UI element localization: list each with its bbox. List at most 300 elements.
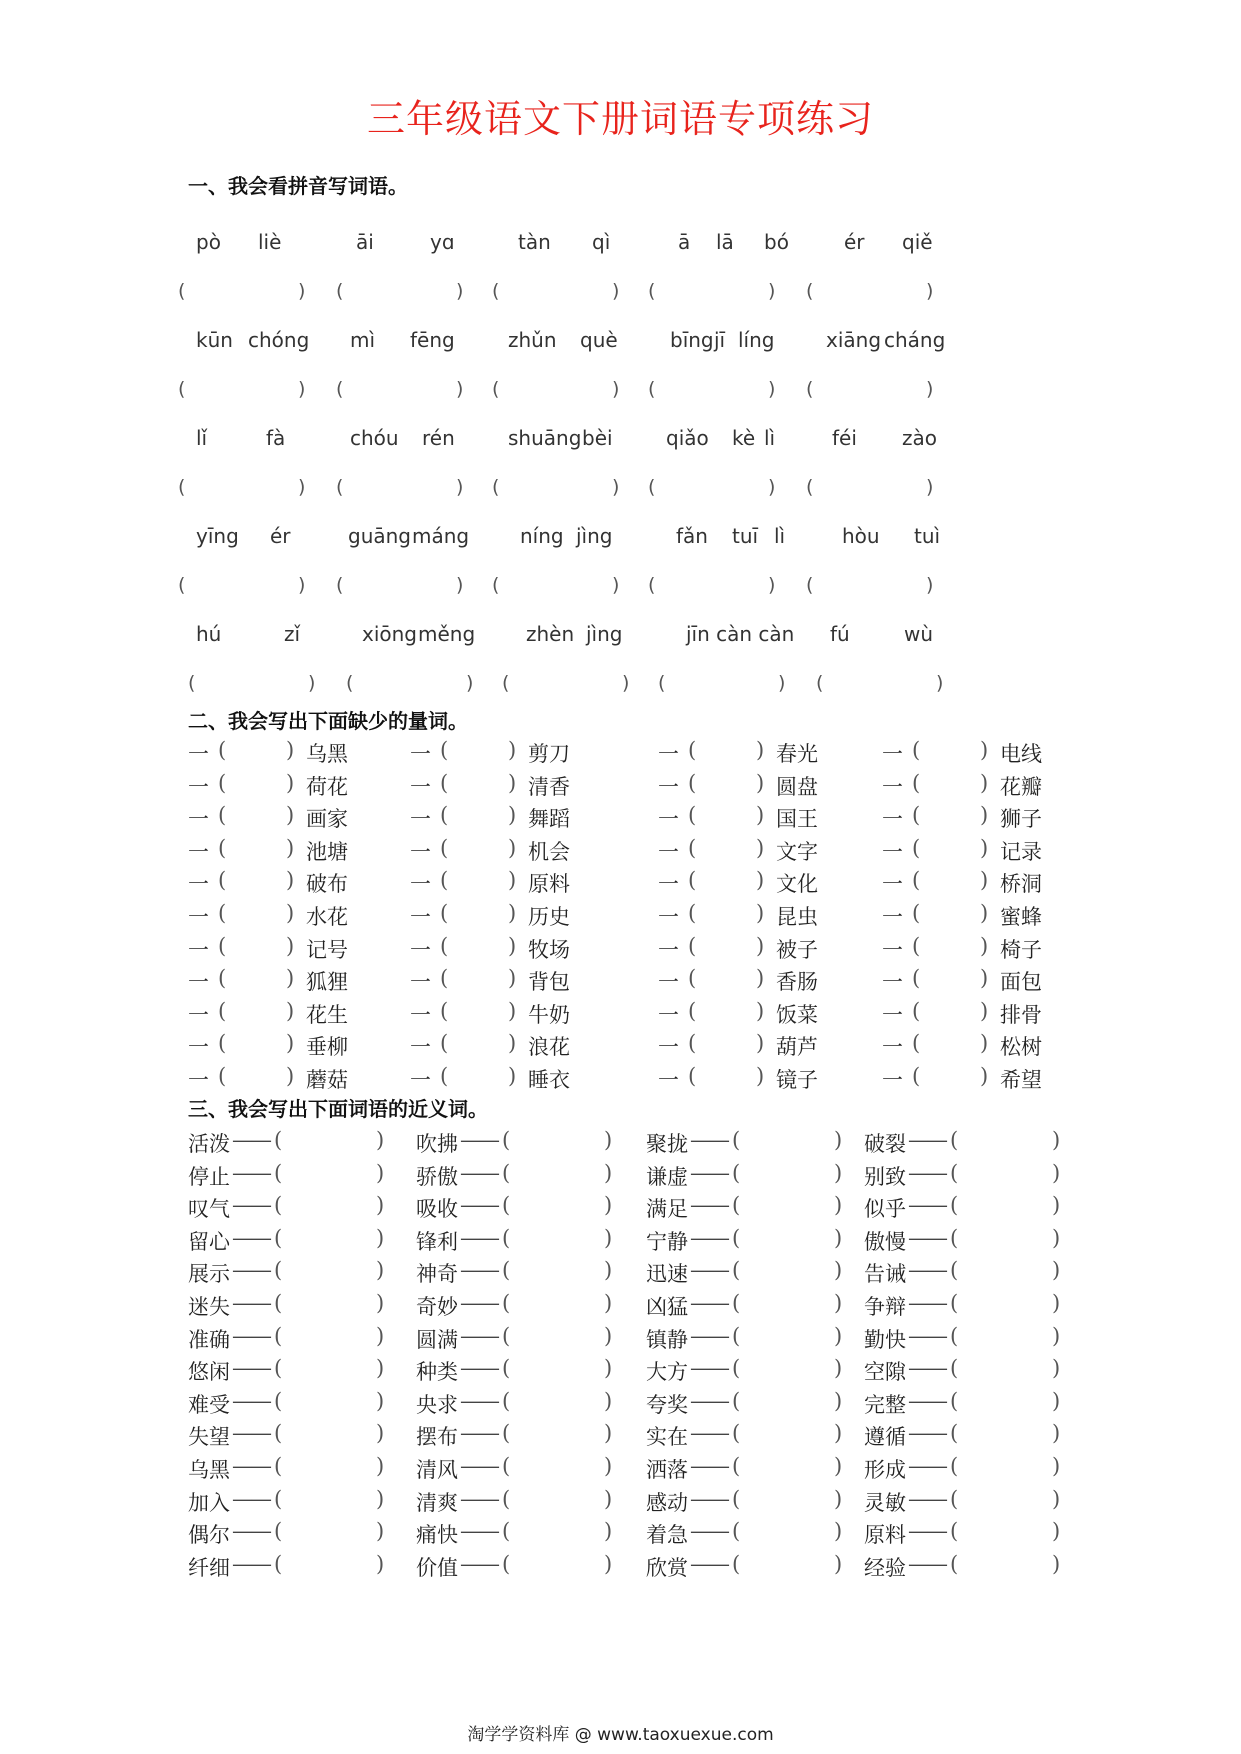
answer-paren-close: ) bbox=[756, 803, 765, 828]
answer-paren-close: ) bbox=[612, 378, 620, 400]
answer-paren-open: ( bbox=[502, 1388, 511, 1413]
answer-paren-close: ) bbox=[834, 1258, 843, 1283]
synonym-word: 央求 bbox=[416, 1392, 458, 1417]
answer-paren-open: ( bbox=[688, 868, 697, 893]
synonym-row bbox=[188, 1193, 1088, 1226]
answer-paren-open: ( bbox=[732, 1388, 741, 1413]
answer-paren-open: ( bbox=[274, 1160, 283, 1185]
answer-paren-close: ) bbox=[376, 1128, 385, 1152]
measure-prefix: 一 bbox=[188, 807, 209, 832]
synonym-row bbox=[188, 1291, 1088, 1324]
synonym-dash: —— bbox=[908, 1323, 946, 1348]
synonym-word: 凶猛 bbox=[646, 1294, 688, 1319]
measure-prefix: 一 bbox=[410, 774, 431, 799]
answer-paren-open: ( bbox=[218, 868, 227, 893]
pinyin-syllable: hòu bbox=[842, 524, 880, 548]
answer-paren-close: ) bbox=[1052, 1453, 1061, 1478]
measure-prefix: 一 bbox=[658, 742, 679, 766]
measure-row bbox=[188, 738, 1068, 771]
measure-noun: 剪刀 bbox=[528, 742, 570, 766]
answer-paren-close: ) bbox=[1052, 1356, 1061, 1381]
synonym-word: 着急 bbox=[646, 1523, 688, 1548]
synonym-dash: —— bbox=[460, 1160, 498, 1185]
pinyin-syllable: lì bbox=[764, 426, 776, 450]
synonym-dash: —— bbox=[460, 1421, 498, 1446]
synonym-row bbox=[188, 1552, 1088, 1585]
pinyin-syllable: zǐ bbox=[284, 622, 301, 646]
answer-paren-close: ) bbox=[756, 770, 765, 795]
answer-paren-close: ) bbox=[834, 1421, 843, 1446]
synonym-word: 叹气 bbox=[188, 1197, 230, 1222]
answer-paren-open: ( bbox=[440, 933, 449, 958]
answer-paren-close: ) bbox=[376, 1225, 385, 1250]
answer-paren-open: ( bbox=[732, 1323, 741, 1348]
answer-paren-open: ( bbox=[346, 672, 354, 694]
measure-row bbox=[188, 934, 1068, 967]
answer-paren-open: ( bbox=[688, 900, 697, 925]
answer-paren-open: ( bbox=[274, 1290, 283, 1315]
answer-paren-close: ) bbox=[508, 1031, 517, 1056]
answer-paren-open: ( bbox=[218, 738, 227, 762]
answer-paren-open: ( bbox=[274, 1323, 283, 1348]
answer-paren-close: ) bbox=[286, 998, 295, 1023]
footer-source: 淘学学资料库 @ www.taoxuexue.com bbox=[467, 1725, 774, 1745]
synonym-dash: —— bbox=[690, 1225, 728, 1250]
synonym-word: 神奇 bbox=[416, 1262, 458, 1287]
answer-paren-open: ( bbox=[274, 1551, 283, 1576]
measure-word-exercise bbox=[188, 738, 1068, 1097]
answer-paren-close: ) bbox=[604, 1193, 613, 1218]
measure-noun: 排骨 bbox=[1000, 1002, 1042, 1027]
pinyin-syllable: jī bbox=[714, 328, 726, 352]
answer-paren-open: ( bbox=[950, 1193, 959, 1218]
section-3-heading: 三、我会写出下面词语的近义词。 bbox=[188, 1097, 488, 1121]
answer-paren-open: ( bbox=[492, 280, 500, 302]
measure-noun: 狐狸 bbox=[306, 970, 348, 995]
pinyin-syllable: chóng bbox=[248, 328, 310, 352]
answer-paren-close: ) bbox=[456, 280, 464, 302]
measure-noun: 清香 bbox=[528, 774, 570, 799]
synonym-word: 价值 bbox=[416, 1555, 458, 1580]
answer-paren-close: ) bbox=[286, 803, 295, 828]
synonym-word: 灵敏 bbox=[864, 1490, 906, 1515]
answer-paren-close: ) bbox=[604, 1160, 613, 1185]
measure-noun: 葫芦 bbox=[776, 1035, 818, 1060]
measure-noun: 荷花 bbox=[306, 774, 348, 799]
answer-paren-open: ( bbox=[502, 1356, 511, 1381]
measure-row bbox=[188, 868, 1068, 901]
measure-noun: 画家 bbox=[306, 807, 348, 832]
pinyin-syllable: fà bbox=[266, 426, 286, 450]
measure-prefix: 一 bbox=[882, 1002, 903, 1027]
answer-paren-open: ( bbox=[688, 770, 697, 795]
measure-prefix: 一 bbox=[188, 1067, 209, 1092]
answer-paren-open: ( bbox=[492, 378, 500, 400]
answer-paren-open: ( bbox=[274, 1486, 283, 1511]
synonym-dash: —— bbox=[690, 1128, 728, 1152]
pinyin-syllable: bīng bbox=[670, 328, 714, 352]
measure-prefix: 一 bbox=[882, 807, 903, 832]
measure-prefix: 一 bbox=[188, 742, 209, 766]
synonym-dash: —— bbox=[908, 1519, 946, 1544]
measure-noun: 机会 bbox=[528, 839, 570, 864]
measure-prefix: 一 bbox=[882, 774, 903, 799]
answer-paren-open: ( bbox=[688, 998, 697, 1023]
synonym-dash: —— bbox=[460, 1551, 498, 1576]
synonym-row bbox=[188, 1356, 1088, 1389]
answer-paren-open: ( bbox=[732, 1160, 741, 1185]
answer-paren-close: ) bbox=[376, 1551, 385, 1576]
synonym-dash: —— bbox=[460, 1290, 498, 1315]
synonym-dash: —— bbox=[460, 1258, 498, 1283]
answer-paren-open: ( bbox=[950, 1128, 959, 1152]
measure-noun: 垂柳 bbox=[306, 1035, 348, 1060]
synonym-dash: —— bbox=[908, 1356, 946, 1381]
answer-paren-open: ( bbox=[440, 835, 449, 860]
measure-noun: 乌黑 bbox=[306, 742, 348, 766]
answer-paren-close: ) bbox=[778, 672, 786, 694]
section-1-heading: 一、我会看拼音写词语。 bbox=[188, 174, 408, 198]
measure-noun: 花瓣 bbox=[1000, 774, 1042, 799]
answer-paren-close: ) bbox=[508, 835, 517, 860]
answer-paren-open: ( bbox=[440, 966, 449, 991]
pinyin-syllable: liè bbox=[258, 230, 282, 254]
measure-noun: 面包 bbox=[1000, 970, 1042, 995]
answer-paren-open: ( bbox=[688, 933, 697, 958]
answer-paren-open: ( bbox=[912, 738, 921, 762]
synonym-word: 锋利 bbox=[416, 1229, 458, 1254]
answer-paren-open: ( bbox=[502, 1551, 511, 1576]
answer-paren-open: ( bbox=[502, 1225, 511, 1250]
pinyin-syllable: lā bbox=[716, 230, 734, 254]
answer-paren-open: ( bbox=[502, 1290, 511, 1315]
synonym-word: 迅速 bbox=[646, 1262, 688, 1287]
answer-paren-open: ( bbox=[950, 1421, 959, 1446]
answer-paren-open: ( bbox=[502, 1193, 511, 1218]
synonym-word: 镇静 bbox=[646, 1327, 688, 1352]
section-2-heading: 二、我会写出下面缺少的量词。 bbox=[188, 709, 468, 733]
answer-paren-close: ) bbox=[604, 1290, 613, 1315]
measure-prefix: 一 bbox=[882, 904, 903, 929]
answer-paren-close: ) bbox=[622, 672, 630, 694]
synonym-word: 宁静 bbox=[646, 1229, 688, 1254]
synonym-word: 留心 bbox=[188, 1229, 230, 1254]
synonym-dash: —— bbox=[908, 1128, 946, 1152]
answer-paren-open: ( bbox=[440, 1063, 449, 1088]
synonym-dash: —— bbox=[460, 1519, 498, 1544]
measure-prefix: 一 bbox=[658, 904, 679, 929]
synonym-word: 形成 bbox=[864, 1457, 906, 1482]
synonym-dash: —— bbox=[232, 1519, 270, 1544]
synonym-word: 偶尔 bbox=[188, 1523, 230, 1548]
pinyin-syllable: zhǔn bbox=[508, 328, 557, 352]
synonym-word: 圆满 bbox=[416, 1327, 458, 1352]
answer-paren-open: ( bbox=[218, 803, 227, 828]
measure-prefix: 一 bbox=[410, 937, 431, 962]
answer-paren-close: ) bbox=[466, 672, 474, 694]
measure-row bbox=[188, 999, 1068, 1032]
synonym-word: 原料 bbox=[864, 1523, 906, 1548]
measure-prefix: 一 bbox=[882, 937, 903, 962]
answer-paren-close: ) bbox=[456, 378, 464, 400]
synonym-word: 准确 bbox=[188, 1327, 230, 1352]
measure-noun: 椅子 bbox=[1000, 937, 1042, 962]
answer-paren-open: ( bbox=[336, 574, 344, 596]
measure-noun: 记录 bbox=[1000, 839, 1042, 864]
answer-paren-close: ) bbox=[604, 1388, 613, 1413]
answer-paren-open: ( bbox=[178, 280, 186, 302]
answer-paren-close: ) bbox=[508, 803, 517, 828]
answer-paren-close: ) bbox=[756, 738, 765, 762]
measure-noun: 睡衣 bbox=[528, 1067, 570, 1092]
answer-paren-open: ( bbox=[732, 1519, 741, 1544]
measure-noun: 蜜蜂 bbox=[1000, 904, 1042, 929]
measure-prefix: 一 bbox=[188, 904, 209, 929]
answer-paren-close: ) bbox=[980, 1031, 989, 1056]
measure-prefix: 一 bbox=[658, 1002, 679, 1027]
measure-noun: 历史 bbox=[528, 904, 570, 929]
synonym-dash: —— bbox=[232, 1128, 270, 1152]
answer-paren-close: ) bbox=[286, 770, 295, 795]
answer-paren-close: ) bbox=[980, 966, 989, 991]
answer-paren-open: ( bbox=[274, 1258, 283, 1283]
answer-paren-open: ( bbox=[732, 1486, 741, 1511]
synonym-dash: —— bbox=[232, 1388, 270, 1413]
measure-prefix: 一 bbox=[410, 839, 431, 864]
synonym-word: 经验 bbox=[864, 1555, 906, 1580]
answer-paren-open: ( bbox=[178, 476, 186, 498]
answer-paren-open: ( bbox=[732, 1421, 741, 1446]
answer-paren-close: ) bbox=[286, 868, 295, 893]
pinyin-syllable: bèi bbox=[582, 426, 613, 450]
synonym-dash: —— bbox=[690, 1421, 728, 1446]
answer-paren-close: ) bbox=[298, 476, 306, 498]
answer-paren-open: ( bbox=[732, 1225, 741, 1250]
measure-noun: 电线 bbox=[1000, 742, 1042, 766]
answer-paren-open: ( bbox=[950, 1225, 959, 1250]
answer-paren-open: ( bbox=[274, 1453, 283, 1478]
answer-paren-open: ( bbox=[218, 998, 227, 1023]
answer-paren-close: ) bbox=[376, 1258, 385, 1283]
pinyin-syllable: guāng bbox=[348, 524, 411, 548]
answer-paren-close: ) bbox=[834, 1519, 843, 1544]
synonym-word: 吸收 bbox=[416, 1197, 458, 1222]
answer-paren-open: ( bbox=[502, 1421, 511, 1446]
synonym-dash: —— bbox=[460, 1453, 498, 1478]
synonym-dash: —— bbox=[460, 1388, 498, 1413]
pinyin-syllable: shuāng bbox=[508, 426, 582, 450]
synonym-dash: —— bbox=[232, 1193, 270, 1218]
answer-paren-close: ) bbox=[756, 835, 765, 860]
synonym-word: 感动 bbox=[646, 1490, 688, 1515]
measure-noun: 池塘 bbox=[306, 839, 348, 864]
answer-paren-close: ) bbox=[834, 1128, 843, 1152]
answer-paren-close: ) bbox=[980, 770, 989, 795]
answer-paren-close: ) bbox=[756, 1063, 765, 1088]
synonym-dash: —— bbox=[690, 1290, 728, 1315]
pinyin-syllable: rén bbox=[422, 426, 455, 450]
pinyin-syllable: yɑ bbox=[430, 230, 455, 254]
answer-paren-open: ( bbox=[806, 574, 814, 596]
answer-paren-close: ) bbox=[980, 933, 989, 958]
synonym-dash: —— bbox=[908, 1225, 946, 1250]
answer-paren-close: ) bbox=[834, 1356, 843, 1381]
synonym-word: 似乎 bbox=[864, 1197, 906, 1222]
measure-prefix: 一 bbox=[882, 970, 903, 995]
answer-paren-close: ) bbox=[612, 574, 620, 596]
answer-paren-close: ) bbox=[376, 1421, 385, 1446]
synonym-dash: —— bbox=[908, 1453, 946, 1478]
synonym-dash: —— bbox=[232, 1290, 270, 1315]
answer-paren-close: ) bbox=[936, 672, 944, 694]
answer-paren-open: ( bbox=[732, 1453, 741, 1478]
measure-prefix: 一 bbox=[410, 970, 431, 995]
synonym-word: 聚拢 bbox=[646, 1132, 688, 1156]
synonym-dash: —— bbox=[232, 1551, 270, 1576]
pinyin-syllable: féi bbox=[832, 426, 857, 450]
measure-prefix: 一 bbox=[658, 1067, 679, 1092]
synonym-dash: —— bbox=[690, 1258, 728, 1283]
answer-paren-close: ) bbox=[298, 280, 306, 302]
answer-paren-open: ( bbox=[912, 803, 921, 828]
answer-paren-close: ) bbox=[980, 998, 989, 1023]
measure-noun: 破布 bbox=[306, 872, 348, 897]
answer-paren-close: ) bbox=[1052, 1551, 1061, 1576]
answer-paren-open: ( bbox=[502, 1486, 511, 1511]
pinyin-syllable: qì bbox=[592, 230, 611, 254]
pinyin-row bbox=[178, 328, 1056, 426]
answer-paren-close: ) bbox=[286, 933, 295, 958]
answer-paren-open: ( bbox=[732, 1290, 741, 1315]
synonym-word: 满足 bbox=[646, 1197, 688, 1222]
answer-paren-open: ( bbox=[688, 835, 697, 860]
synonym-dash: —— bbox=[908, 1193, 946, 1218]
answer-paren-open: ( bbox=[440, 900, 449, 925]
answer-paren-open: ( bbox=[648, 378, 656, 400]
measure-noun: 饭菜 bbox=[776, 1002, 818, 1027]
answer-paren-open: ( bbox=[912, 835, 921, 860]
answer-paren-close: ) bbox=[604, 1486, 613, 1511]
synonym-word: 空隙 bbox=[864, 1360, 906, 1385]
synonym-dash: —— bbox=[690, 1551, 728, 1576]
measure-noun: 春光 bbox=[776, 742, 818, 766]
synonym-dash: —— bbox=[232, 1486, 270, 1511]
answer-paren-open: ( bbox=[912, 770, 921, 795]
answer-paren-close: ) bbox=[926, 280, 934, 302]
synonym-dash: —— bbox=[690, 1323, 728, 1348]
synonym-word: 悠闲 bbox=[188, 1360, 230, 1385]
synonym-dash: —— bbox=[232, 1225, 270, 1250]
answer-paren-open: ( bbox=[274, 1356, 283, 1381]
pinyin-syllable: xiōng bbox=[362, 622, 417, 646]
answer-paren-close: ) bbox=[298, 378, 306, 400]
pinyin-syllable: āi bbox=[356, 230, 374, 254]
answer-paren-close: ) bbox=[286, 738, 295, 762]
synonym-word: 完整 bbox=[864, 1392, 906, 1417]
pinyin-syllable: jīn càn càn bbox=[686, 622, 795, 646]
synonym-dash: —— bbox=[460, 1356, 498, 1381]
synonym-dash: —— bbox=[908, 1421, 946, 1446]
pinyin-syllable: jìng bbox=[586, 622, 623, 646]
synonym-word: 摆布 bbox=[416, 1425, 458, 1450]
answer-paren-close: ) bbox=[604, 1356, 613, 1381]
answer-paren-close: ) bbox=[298, 574, 306, 596]
answer-paren-open: ( bbox=[218, 1031, 227, 1056]
synonym-word: 夸奖 bbox=[646, 1392, 688, 1417]
answer-paren-close: ) bbox=[1052, 1225, 1061, 1250]
pinyin-syllable: máng bbox=[412, 524, 470, 548]
measure-prefix: 一 bbox=[658, 970, 679, 995]
synonym-word: 告诫 bbox=[864, 1262, 906, 1287]
answer-paren-open: ( bbox=[950, 1519, 959, 1544]
measure-noun: 蘑菇 bbox=[306, 1067, 348, 1092]
answer-paren-open: ( bbox=[648, 574, 656, 596]
answer-paren-close: ) bbox=[756, 1031, 765, 1056]
answer-paren-open: ( bbox=[218, 933, 227, 958]
pinyin-syllable: fǎn bbox=[676, 524, 708, 548]
answer-paren-close: ) bbox=[286, 900, 295, 925]
synonym-word: 清爽 bbox=[416, 1490, 458, 1515]
measure-prefix: 一 bbox=[410, 807, 431, 832]
measure-prefix: 一 bbox=[410, 1067, 431, 1092]
answer-paren-open: ( bbox=[950, 1258, 959, 1283]
synonym-word: 种类 bbox=[416, 1360, 458, 1385]
measure-noun: 花生 bbox=[306, 1002, 348, 1027]
pinyin-syllable: níng bbox=[520, 524, 564, 548]
answer-paren-close: ) bbox=[768, 378, 776, 400]
answer-paren-open: ( bbox=[688, 1063, 697, 1088]
answer-paren-close: ) bbox=[376, 1388, 385, 1413]
pinyin-row bbox=[178, 524, 1056, 622]
answer-paren-open: ( bbox=[440, 738, 449, 762]
answer-paren-open: ( bbox=[732, 1551, 741, 1576]
measure-prefix: 一 bbox=[882, 1067, 903, 1092]
answer-paren-close: ) bbox=[508, 1063, 517, 1088]
answer-paren-open: ( bbox=[274, 1193, 283, 1218]
synonym-dash: —— bbox=[908, 1551, 946, 1576]
synonym-row bbox=[188, 1389, 1088, 1422]
synonym-word: 傲慢 bbox=[864, 1229, 906, 1254]
answer-paren-close: ) bbox=[604, 1519, 613, 1544]
answer-paren-close: ) bbox=[834, 1486, 843, 1511]
page-title: 三年级语文下册词语专项练习 bbox=[366, 97, 874, 141]
measure-row bbox=[188, 1064, 1068, 1097]
answer-paren-open: ( bbox=[218, 835, 227, 860]
answer-paren-open: ( bbox=[440, 868, 449, 893]
synonym-row bbox=[188, 1226, 1088, 1259]
synonym-word: 停止 bbox=[188, 1164, 230, 1189]
answer-paren-open: ( bbox=[950, 1290, 959, 1315]
synonym-word: 欣赏 bbox=[646, 1555, 688, 1580]
measure-noun: 昆虫 bbox=[776, 904, 818, 929]
synonym-word: 活泼 bbox=[188, 1132, 230, 1156]
synonym-dash: —— bbox=[232, 1453, 270, 1478]
answer-paren-open: ( bbox=[274, 1225, 283, 1250]
answer-paren-close: ) bbox=[508, 738, 517, 762]
pinyin-syllable: qiǎo bbox=[666, 426, 709, 450]
answer-paren-close: ) bbox=[376, 1356, 385, 1381]
answer-paren-open: ( bbox=[950, 1323, 959, 1348]
answer-paren-close: ) bbox=[980, 835, 989, 860]
answer-paren-close: ) bbox=[1052, 1388, 1061, 1413]
answer-paren-close: ) bbox=[604, 1551, 613, 1576]
answer-paren-close: ) bbox=[926, 378, 934, 400]
pinyin-syllable: wù bbox=[904, 622, 934, 646]
synonym-word: 实在 bbox=[646, 1425, 688, 1450]
answer-paren-close: ) bbox=[768, 476, 776, 498]
synonym-row bbox=[188, 1258, 1088, 1291]
measure-noun: 水花 bbox=[306, 904, 348, 929]
